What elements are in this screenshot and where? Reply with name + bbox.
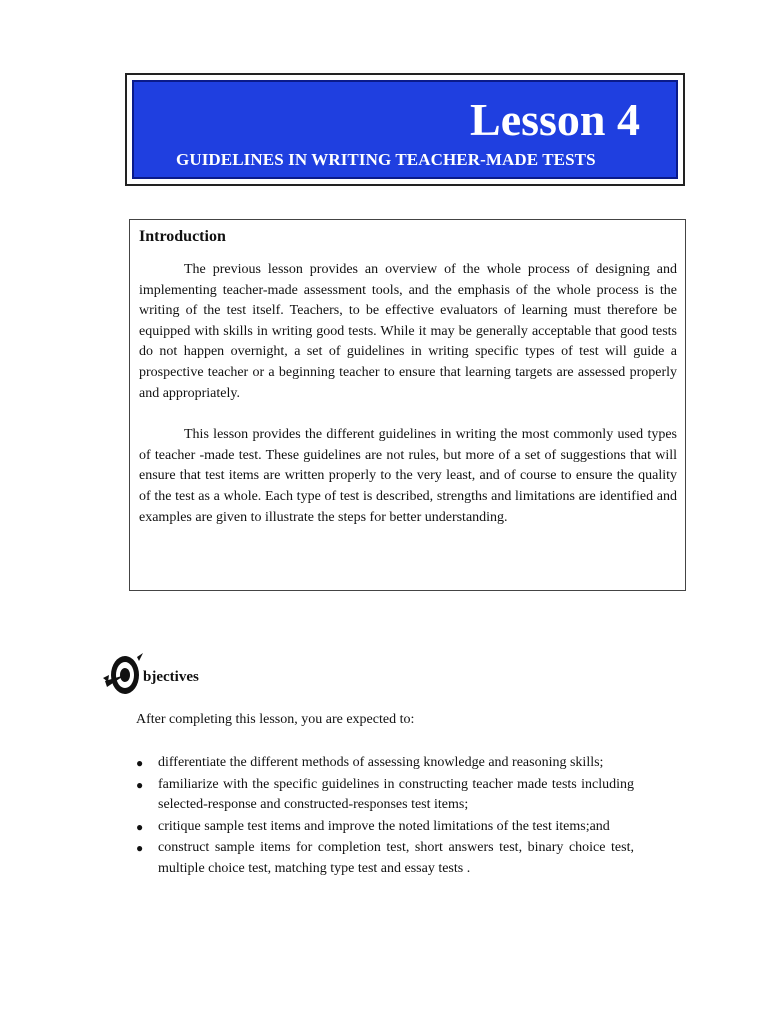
objective-text: differentiate the different methods of assessing knowledge and reasoning skills; [158,755,604,770]
objective-item [136,838,634,879]
bullet-icon: ● [136,841,144,856]
introduction-paragraph-1: The previous lesson provides an overview of the whole process of designing and implementing teacher-made assessment tools, and the emphasis of the whole process is the writing of the test itself. Teachers, to be effective evaluators of learning must therefore be equipped with skills in writing good tests. While it may be generally acceptable that good tests do not happen overnight, a set of guidelines in writing specific types of test will guide a prospective teacher or a beginning teacher to ensure that learning targets are assessed properly and appropriately. [139,262,677,401]
objective-text: critique sample test items and improve the noted limitations of the test items;and [158,818,610,834]
bullet-icon: ● [136,819,144,834]
lesson-title: Lesson 4 [470,94,640,145]
objective-text: familiarize with the specific guidelines in constructing teacher made tests including selected-response and constructed-responses test items; [158,776,634,813]
bullet-icon: ● [136,756,144,770]
objectives-lead: After completing this lesson, you are expected to: [136,712,415,727]
lesson-banner [125,73,685,186]
objectives-list [136,753,634,881]
introduction-paragraph-2: This lesson provides the different guidelines in writing the most commonly used types of teacher -made test. These guidelines are not rules, but more of a set of suggestions that will ensure that test items are written properly to the very least, and of course to ensure the quality of the test as a whole. Each type of test is described, strengths and limitations are identified and examples are given to illustrate the steps for better understanding. [139,427,677,525]
lesson-banner-panel [132,80,678,179]
objective-item [136,753,634,774]
objective-item [136,817,634,838]
objective-text: construct sample items for completion test, short answers test, binary choice test, multiple choice test, matching type test and essay tests . [158,840,634,876]
objective-item [136,775,634,816]
introduction-box [129,219,686,591]
objectives-header [103,651,323,701]
objectives-target-icon [103,651,143,697]
bullet-icon: ● [136,777,144,792]
lesson-subtitle: GUIDELINES IN WRITING TEACHER-MADE TESTS [176,150,596,169]
introduction-heading: Introduction [139,228,226,245]
objectives-heading: bjectives [143,669,199,685]
